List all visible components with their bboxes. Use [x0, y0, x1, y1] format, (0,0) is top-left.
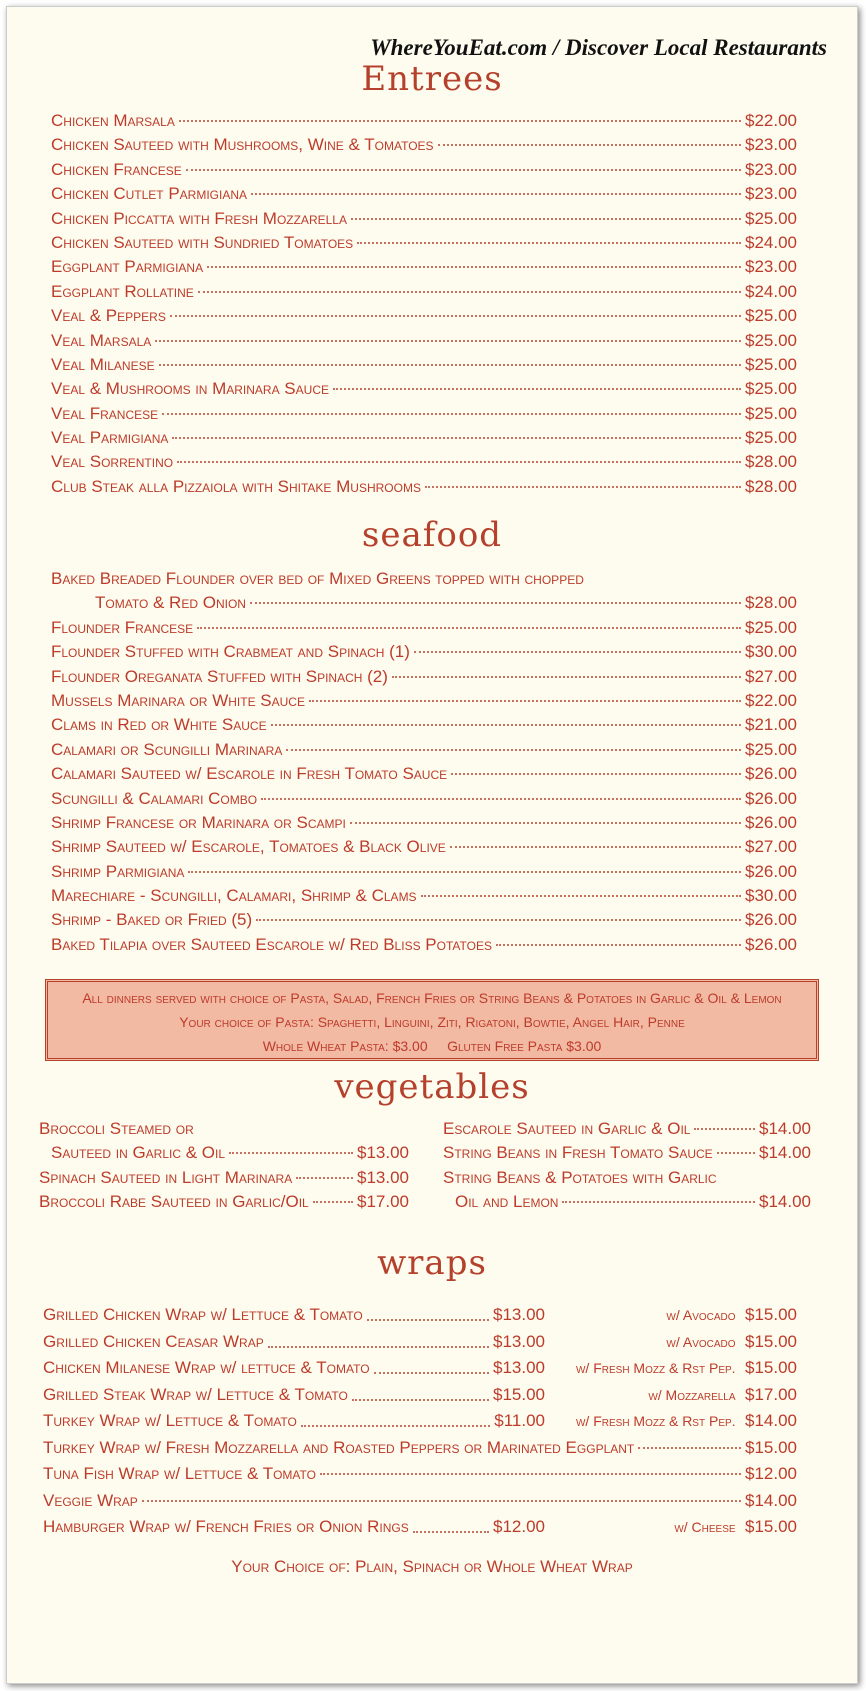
item-price: $25.00: [745, 617, 797, 637]
menu-item: [51, 862, 797, 886]
dot-leader: [186, 169, 741, 171]
item-name: Mussels Marinara or White Sauce: [51, 690, 305, 710]
dot-leader: [188, 871, 741, 873]
menu-item: [51, 837, 797, 861]
item-price: $25.00: [745, 306, 797, 326]
menu-item: [51, 715, 797, 739]
dot-leader: [172, 437, 741, 439]
dot-leader: [268, 1328, 489, 1348]
item-price: $30.00: [745, 642, 797, 662]
menu-item: [51, 740, 797, 764]
vegetables-right: [443, 1119, 811, 1217]
menu-item: [443, 1168, 811, 1192]
dot-leader: [251, 193, 741, 195]
menu-item: [51, 935, 797, 959]
item-name: Turkey Wrap w/ Fresh Mozzarella and Roasted Peppers or Marinated Eggplant: [43, 1437, 635, 1457]
menu-item: [51, 593, 797, 617]
item-price: $23.00: [745, 135, 797, 155]
dot-leader: [421, 895, 741, 897]
dot-leader: [155, 340, 741, 342]
item-name: Calamari or Scungilli Marinara: [51, 739, 283, 759]
item-name: Chicken Cutlet Parmigiana: [51, 184, 248, 204]
menu-item: [51, 233, 797, 257]
item-name: Shrimp Parmigiana: [51, 861, 185, 881]
item-price: $28.00: [745, 476, 797, 496]
option-price: $15.00: [745, 1331, 797, 1351]
item-price: $24.00: [745, 281, 797, 301]
watermark: WhereYouEat.com / Discover Local Restaurants: [370, 35, 827, 60]
menu-item: [51, 184, 797, 208]
dot-leader: [367, 1301, 489, 1321]
item-price: $26.00: [745, 764, 797, 784]
menu-item: [39, 1119, 409, 1143]
item-price: $26.00: [745, 934, 797, 954]
item-name: Baked Tilapia over Sauteed Escarole w/ Red Bliss Potatoes: [51, 934, 492, 954]
item-name: Shrimp Sauteed w/ Escarole, Tomatoes & Black Olive: [51, 837, 446, 857]
item-price: $23.00: [745, 184, 797, 204]
item-name: Oil and Lemon: [455, 1192, 559, 1212]
notice-line: [48, 1034, 816, 1058]
item-name: Eggplant Parmigiana: [51, 257, 204, 277]
dot-leader: [142, 1500, 741, 1502]
dot-leader: [350, 822, 741, 824]
wraps-list: [43, 1305, 797, 1544]
dot-leader: [414, 651, 741, 653]
dot-leader: [309, 700, 741, 702]
item-name: Flounder Francese: [51, 617, 194, 637]
item-name: Chicken Marsala: [51, 111, 175, 130]
item-name: String Beans & Potatoes with Garlic: [443, 1167, 717, 1187]
menu-item: [39, 1192, 409, 1216]
dot-leader: [177, 461, 741, 463]
dot-leader: [198, 291, 741, 293]
dot-leader: [392, 676, 741, 678]
dot-leader: [450, 846, 741, 848]
menu-item: [443, 1192, 811, 1216]
seafood-title: seafood: [361, 515, 503, 555]
item-name: Scungilli & Calamari Combo: [51, 788, 258, 808]
dot-leader: [159, 364, 741, 366]
option-name: w/ Mozzarella: [648, 1386, 736, 1403]
item-price: $30.00: [745, 886, 797, 906]
dot-leader: [717, 1152, 755, 1154]
menu-item: [51, 282, 797, 306]
item-price: $14.00: [759, 1192, 811, 1212]
dot-leader: [352, 1381, 489, 1401]
dot-leader: [250, 602, 741, 604]
dot-leader: [256, 919, 741, 921]
seafood-list: [51, 569, 797, 959]
dot-leader: [286, 749, 741, 751]
dot-leader: [451, 773, 741, 775]
dot-leader: [438, 144, 741, 146]
item-price: $17.00: [357, 1192, 409, 1212]
option-name: w/ Avocado: [666, 1333, 736, 1350]
item-name: Grilled Steak Wrap w/ Lettuce & Tomato: [43, 1384, 348, 1404]
menu-item: [51, 764, 797, 788]
entrees-list: [51, 111, 797, 501]
whole-wheat-pasta: Whole Wheat Pasta: $3.00: [262, 1038, 428, 1054]
menu-item: [51, 306, 797, 330]
menu-item: [51, 789, 797, 813]
dot-leader: [271, 724, 741, 726]
dot-leader: [333, 388, 741, 390]
dot-leader: [425, 486, 741, 488]
item-price: $15.00: [745, 1437, 797, 1457]
item-price: $28.00: [745, 593, 797, 613]
item-price: $25.00: [745, 403, 797, 423]
item-price: $25.00: [745, 428, 797, 448]
wraps-title: wraps: [377, 1243, 487, 1283]
option-name: w/ Avocado: [666, 1307, 736, 1323]
menu-item: [39, 1168, 409, 1192]
menu-item: [51, 452, 797, 476]
item-name: Veal & Mushrooms in Marinara Sauce: [51, 379, 329, 399]
item-name: Veal Sorrentino: [51, 452, 174, 472]
menu-item: [43, 1464, 797, 1491]
menu-item: [51, 667, 797, 691]
option-name: w/ Fresh Mozz & Rst Pep.: [575, 1360, 736, 1376]
item-name: Veal Parmigiana: [51, 428, 169, 448]
vegetables-title: vegetables: [334, 1067, 530, 1107]
menu-item: [51, 331, 797, 355]
dot-leader: [179, 120, 741, 122]
item-price: $25.00: [745, 208, 797, 228]
menu-item: [51, 111, 797, 135]
item-price: $12.00: [745, 1464, 797, 1483]
dot-leader: [313, 1201, 353, 1203]
item-price: $14.00: [745, 1490, 797, 1510]
item-name: Flounder Stuffed with Crabmeat and Spinach (1): [51, 642, 410, 662]
notice-line: All dinners served with choice of Pasta, Salad, French Fries or String Beans & Potatoes in Garlic & Oil & Lemon: [82, 990, 782, 1006]
menu-item: [51, 379, 797, 403]
item-name: Clams in Red or White Sauce: [51, 715, 267, 735]
wrap-item: [43, 1411, 797, 1438]
item-name: Hamburger Wrap w/ French Fries or Onion Rings: [43, 1517, 409, 1536]
item-price: $24.00: [745, 232, 797, 252]
wraps-footer: Your Choice of: Plain, Spinach or Whole Wheat Wrap: [231, 1557, 633, 1576]
item-price: $27.00: [745, 666, 797, 686]
option-price: $17.00: [745, 1384, 797, 1404]
item-name: Tomato & Red Onion: [95, 593, 246, 613]
dot-leader: [296, 1177, 353, 1179]
option-price: $14.00: [745, 1411, 797, 1430]
item-name: Chicken Sauteed with Sundried Tomatoes: [51, 232, 354, 252]
menu-item: [51, 209, 797, 233]
dot-leader: [261, 798, 741, 800]
option-price: $15.00: [745, 1305, 797, 1324]
item-name: Veggie Wrap: [43, 1490, 138, 1510]
option-name: w/ Fresh Mozz & Rst Pep.: [575, 1413, 736, 1429]
item-name: Shrimp Francese or Marinara or Scampi: [51, 812, 346, 832]
item-name: Grilled Chicken Ceasar Wrap: [43, 1331, 264, 1351]
dot-leader: [562, 1201, 755, 1203]
item-price: $23.00: [745, 257, 797, 277]
item-name: Veal Milanese: [51, 354, 155, 374]
menu-item: [51, 355, 797, 379]
menu-item: [51, 642, 797, 666]
dot-leader: [374, 1354, 489, 1374]
item-name: Calamari Sauteed w/ Escarole in Fresh Tomato Sauce: [51, 764, 448, 784]
item-price: $11.00: [494, 1411, 545, 1430]
item-name: Flounder Oreganata Stuffed with Spinach (2): [51, 666, 388, 686]
item-price: $26.00: [745, 861, 797, 881]
item-price: $13.00: [357, 1167, 409, 1187]
item-price: $27.00: [745, 837, 797, 857]
dot-leader: [351, 218, 741, 220]
dot-leader: [357, 242, 741, 244]
item-price: $26.00: [745, 788, 797, 808]
item-name: Baked Breaded Flounder over bed of Mixed Greens topped with chopped: [51, 569, 584, 588]
item-price: $14.00: [759, 1119, 811, 1138]
item-name: Chicken Piccatta with Fresh Mozzarella: [51, 208, 347, 228]
item-price: $13.00: [493, 1358, 545, 1377]
menu-item: [51, 886, 797, 910]
dot-leader: [207, 266, 741, 268]
dot-leader: [413, 1513, 489, 1533]
menu-page: [6, 6, 858, 1684]
menu-item: [51, 910, 797, 934]
item-price: $23.00: [745, 159, 797, 179]
item-name: Veal Francese: [51, 403, 159, 423]
item-price: $13.00: [493, 1331, 545, 1351]
menu-item: [443, 1143, 811, 1167]
item-price: $13.00: [357, 1143, 409, 1163]
item-price: $25.00: [745, 379, 797, 399]
dot-leader: [320, 1473, 741, 1475]
menu-item: [51, 618, 797, 642]
item-name: Tuna Fish Wrap w/ Lettuce & Tomato: [43, 1464, 316, 1483]
dinner-notice: [45, 979, 819, 1061]
dot-leader: [197, 627, 741, 629]
dot-leader: [694, 1128, 755, 1130]
item-name: Marechiare - Scungilli, Calamari, Shrimp & Clams: [51, 886, 417, 906]
item-price: $25.00: [745, 739, 797, 759]
menu-item: [443, 1119, 811, 1143]
menu-item: [51, 428, 797, 452]
item-name: Broccoli Rabe Sauteed in Garlic/Oil: [39, 1192, 309, 1212]
item-name: Chicken Sauteed with Mushrooms, Wine & Tomatoes: [51, 135, 434, 155]
notice-line: Your choice of Pasta: Spaghetti, Linguini, Ziti, Rigatoni, Bowtie, Angel Hair, Penne: [179, 1014, 685, 1030]
option-price: $15.00: [745, 1517, 797, 1536]
item-name: Turkey Wrap w/ Lettuce & Tomato: [43, 1411, 297, 1430]
menu-item: [51, 691, 797, 715]
item-name: Spinach Sauteed in Light Marinara: [39, 1167, 293, 1187]
item-name: Chicken Milanese Wrap w/ lettuce & Tomato: [43, 1358, 370, 1377]
menu-item: [51, 477, 797, 501]
item-name: Veal Marsala: [51, 330, 152, 350]
menu-item: [51, 135, 797, 159]
item-price: $21.00: [745, 715, 797, 735]
menu-item: [39, 1143, 409, 1167]
item-name: Chicken Francese: [51, 159, 182, 179]
option-name: w/ Cheese: [674, 1519, 736, 1535]
wrap-item: [43, 1517, 797, 1544]
menu-item: [51, 404, 797, 428]
item-name: Escarole Sauteed in Garlic & Oil: [443, 1119, 691, 1138]
item-price: $26.00: [745, 812, 797, 832]
item-price: $14.00: [759, 1143, 811, 1163]
item-price: $28.00: [745, 452, 797, 472]
dot-leader: [496, 944, 741, 946]
item-price: $22.00: [745, 690, 797, 710]
item-price: $25.00: [745, 354, 797, 374]
menu-item: [51, 160, 797, 184]
dot-leader: [638, 1447, 741, 1449]
item-name: Sauteed in Garlic & Oil: [51, 1143, 226, 1163]
item-name: Broccoli Steamed or: [39, 1119, 194, 1138]
dot-leader: [229, 1152, 353, 1154]
item-name: Club Steak alla Pizzaiola with Shitake Mushrooms: [51, 476, 421, 496]
gluten-free-pasta: Gluten Free Pasta $3.00: [447, 1038, 602, 1054]
item-price: $12.00: [493, 1517, 545, 1536]
item-price: $25.00: [745, 330, 797, 350]
dot-leader: [301, 1407, 490, 1427]
dot-leader: [170, 315, 741, 317]
item-name: Grilled Chicken Wrap w/ Lettuce & Tomato: [43, 1305, 363, 1324]
option-price: $15.00: [745, 1358, 797, 1377]
item-name: Eggplant Rollatine: [51, 281, 194, 301]
item-price: $13.00: [493, 1305, 545, 1324]
dot-leader: [162, 413, 741, 415]
menu-item: [51, 257, 797, 281]
item-price: $26.00: [745, 910, 797, 930]
item-price: $22.00: [745, 111, 797, 130]
menu-item: [51, 813, 797, 837]
item-price: $15.00: [493, 1384, 545, 1404]
item-name: Shrimp - Baked or Fried (5): [51, 910, 253, 930]
menu-item: [43, 1438, 797, 1465]
item-name: String Beans in Fresh Tomato Sauce: [443, 1143, 713, 1163]
seafood-item-first-line: [51, 569, 797, 593]
item-name: Veal & Peppers: [51, 306, 166, 326]
vegetables-left: [39, 1119, 409, 1217]
entrees-title: Entrees: [361, 59, 503, 99]
